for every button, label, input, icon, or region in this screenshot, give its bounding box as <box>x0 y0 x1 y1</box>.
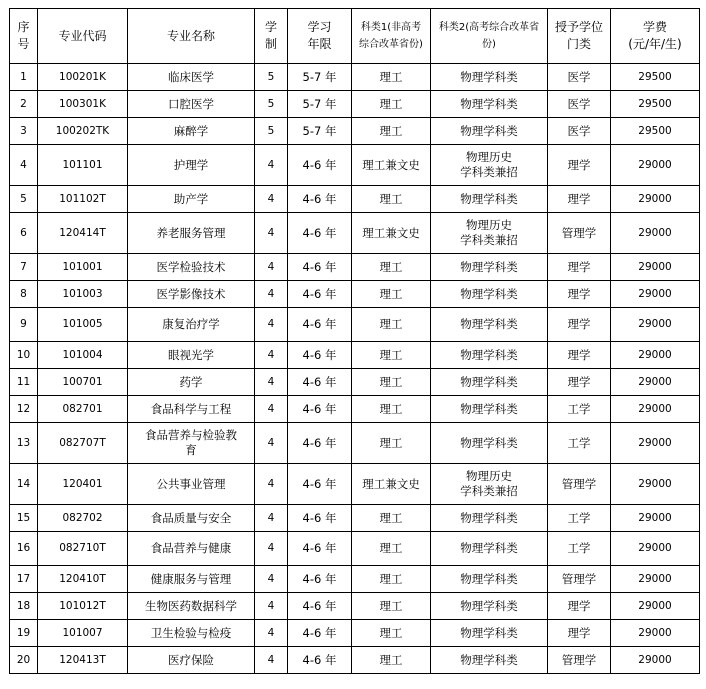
header-cell: 序 号 <box>10 9 38 64</box>
category-2: 物理历史 学科类兼招 <box>431 213 548 254</box>
duration: 4 <box>255 369 288 396</box>
tuition: 29000 <box>611 186 700 213</box>
category-1: 理工兼文史 <box>352 213 431 254</box>
category-1: 理工 <box>352 118 431 145</box>
major-code: 101012T <box>38 593 128 620</box>
duration: 4 <box>255 423 288 464</box>
tuition: 29000 <box>611 369 700 396</box>
category-1: 理工 <box>352 281 431 308</box>
major-name: 医学检验技术 <box>128 254 255 281</box>
header-cell: 学 制 <box>255 9 288 64</box>
row-number: 10 <box>10 342 38 369</box>
row-number: 7 <box>10 254 38 281</box>
header-cell: 学费 (元/年/生) <box>611 9 700 64</box>
major-code: 101001 <box>38 254 128 281</box>
category-1: 理工 <box>352 369 431 396</box>
major-name: 公共事业管理 <box>128 464 255 505</box>
table-row <box>10 118 700 145</box>
duration: 5 <box>255 91 288 118</box>
major-code: 082702 <box>38 505 128 532</box>
degree-type: 医学 <box>548 64 611 91</box>
tuition: 29500 <box>611 64 700 91</box>
table-row <box>10 505 700 532</box>
table-row <box>10 396 700 423</box>
duration: 4 <box>255 254 288 281</box>
category-1: 理工 <box>352 532 431 566</box>
major-name: 养老服务管理 <box>128 213 255 254</box>
header-cell: 科类1(非高考 综合改革省份) <box>352 9 431 64</box>
category-1: 理工 <box>352 91 431 118</box>
degree-type: 理学 <box>548 593 611 620</box>
major-code: 101007 <box>38 620 128 647</box>
table-row <box>10 342 700 369</box>
table-row <box>10 254 700 281</box>
tuition: 29000 <box>611 593 700 620</box>
category-1: 理工 <box>352 647 431 674</box>
tuition: 29000 <box>611 566 700 593</box>
study-years: 4-6 年 <box>288 186 352 213</box>
major-name: 口腔医学 <box>128 91 255 118</box>
degree-type: 工学 <box>548 423 611 464</box>
row-number: 3 <box>10 118 38 145</box>
tuition: 29500 <box>611 118 700 145</box>
major-name: 助产学 <box>128 186 255 213</box>
category-2: 物理学科类 <box>431 620 548 647</box>
degree-type: 理学 <box>548 281 611 308</box>
category-1: 理工 <box>352 64 431 91</box>
category-2: 物理学科类 <box>431 396 548 423</box>
category-2: 物理学科类 <box>431 532 548 566</box>
tuition: 29000 <box>611 647 700 674</box>
major-name: 食品营养与健康 <box>128 532 255 566</box>
major-code: 082701 <box>38 396 128 423</box>
major-code: 082707T <box>38 423 128 464</box>
category-2: 物理学科类 <box>431 254 548 281</box>
degree-type: 理学 <box>548 186 611 213</box>
degree-type: 理学 <box>548 308 611 342</box>
study-years: 4-6 年 <box>288 396 352 423</box>
row-number: 8 <box>10 281 38 308</box>
major-code: 101005 <box>38 308 128 342</box>
row-number: 14 <box>10 464 38 505</box>
major-name: 临床医学 <box>128 64 255 91</box>
study-years: 4-6 年 <box>288 308 352 342</box>
header-cell: 专业代码 <box>38 9 128 64</box>
duration: 4 <box>255 396 288 423</box>
category-2: 物理学科类 <box>431 186 548 213</box>
table-row <box>10 281 700 308</box>
header-row <box>10 9 700 64</box>
row-number: 12 <box>10 396 38 423</box>
duration: 4 <box>255 308 288 342</box>
study-years: 5-7 年 <box>288 91 352 118</box>
degree-type: 医学 <box>548 91 611 118</box>
tuition: 29000 <box>611 396 700 423</box>
row-number: 13 <box>10 423 38 464</box>
major-code: 120414T <box>38 213 128 254</box>
degree-type: 理学 <box>548 369 611 396</box>
table-row <box>10 532 700 566</box>
category-2: 物理学科类 <box>431 308 548 342</box>
major-name: 卫生检验与检疫 <box>128 620 255 647</box>
major-code: 120410T <box>38 566 128 593</box>
table-body <box>10 64 700 674</box>
duration: 4 <box>255 505 288 532</box>
category-2: 物理学科类 <box>431 342 548 369</box>
category-2: 物理学科类 <box>431 281 548 308</box>
row-number: 20 <box>10 647 38 674</box>
table-row <box>10 64 700 91</box>
duration: 4 <box>255 647 288 674</box>
degree-type: 医学 <box>548 118 611 145</box>
row-number: 6 <box>10 213 38 254</box>
header-cell: 科类2(高考综合改革省 份) <box>431 9 548 64</box>
major-name: 眼视光学 <box>128 342 255 369</box>
table-row <box>10 566 700 593</box>
duration: 4 <box>255 145 288 186</box>
major-code: 101003 <box>38 281 128 308</box>
major-code: 120401 <box>38 464 128 505</box>
major-name: 康复治疗学 <box>128 308 255 342</box>
major-name: 药学 <box>128 369 255 396</box>
study-years: 4-6 年 <box>288 213 352 254</box>
category-1: 理工 <box>352 620 431 647</box>
tuition: 29000 <box>611 145 700 186</box>
duration: 4 <box>255 186 288 213</box>
category-1: 理工 <box>352 423 431 464</box>
major-name: 生物医药数据科学 <box>128 593 255 620</box>
row-number: 19 <box>10 620 38 647</box>
row-number: 11 <box>10 369 38 396</box>
study-years: 4-6 年 <box>288 342 352 369</box>
row-number: 2 <box>10 91 38 118</box>
table-row <box>10 213 700 254</box>
major-name: 医疗保险 <box>128 647 255 674</box>
major-name: 医学影像技术 <box>128 281 255 308</box>
degree-type: 管理学 <box>548 464 611 505</box>
major-name: 麻醉学 <box>128 118 255 145</box>
study-years: 4-6 年 <box>288 145 352 186</box>
major-code: 100301K <box>38 91 128 118</box>
tuition: 29000 <box>611 620 700 647</box>
degree-type: 理学 <box>548 145 611 186</box>
table-row <box>10 423 700 464</box>
header-cell: 授予学位 门类 <box>548 9 611 64</box>
study-years: 4-6 年 <box>288 254 352 281</box>
duration: 4 <box>255 281 288 308</box>
study-years: 4-6 年 <box>288 505 352 532</box>
table-row <box>10 308 700 342</box>
major-name: 健康服务与管理 <box>128 566 255 593</box>
major-code: 100201K <box>38 64 128 91</box>
row-number: 16 <box>10 532 38 566</box>
major-code: 101004 <box>38 342 128 369</box>
header-cell: 学习 年限 <box>288 9 352 64</box>
table-row <box>10 647 700 674</box>
table-row <box>10 145 700 186</box>
duration: 5 <box>255 118 288 145</box>
table-row <box>10 369 700 396</box>
category-1: 理工兼文史 <box>352 464 431 505</box>
majors-table <box>9 8 700 674</box>
duration: 4 <box>255 593 288 620</box>
tuition: 29000 <box>611 464 700 505</box>
category-2: 物理学科类 <box>431 64 548 91</box>
study-years: 5-7 年 <box>288 64 352 91</box>
category-2: 物理学科类 <box>431 91 548 118</box>
major-name: 食品科学与工程 <box>128 396 255 423</box>
major-name: 食品营养与检验教 育 <box>128 423 255 464</box>
tuition: 29000 <box>611 254 700 281</box>
duration: 5 <box>255 64 288 91</box>
tuition: 29000 <box>611 281 700 308</box>
duration: 4 <box>255 566 288 593</box>
category-2: 物理学科类 <box>431 369 548 396</box>
tuition: 29000 <box>611 342 700 369</box>
category-1: 理工 <box>352 505 431 532</box>
category-2: 物理学科类 <box>431 566 548 593</box>
category-1: 理工兼文史 <box>352 145 431 186</box>
duration: 4 <box>255 342 288 369</box>
tuition: 29000 <box>611 532 700 566</box>
category-1: 理工 <box>352 593 431 620</box>
tuition: 29000 <box>611 423 700 464</box>
table-row <box>10 464 700 505</box>
header-cell: 专业名称 <box>128 9 255 64</box>
table-row <box>10 593 700 620</box>
major-code: 082710T <box>38 532 128 566</box>
study-years: 4-6 年 <box>288 423 352 464</box>
study-years: 4-6 年 <box>288 620 352 647</box>
major-code: 101101 <box>38 145 128 186</box>
category-2: 物理历史 学科类兼招 <box>431 145 548 186</box>
study-years: 4-6 年 <box>288 281 352 308</box>
tuition: 29500 <box>611 91 700 118</box>
category-1: 理工 <box>352 566 431 593</box>
category-1: 理工 <box>352 254 431 281</box>
category-1: 理工 <box>352 308 431 342</box>
category-2: 物理学科类 <box>431 423 548 464</box>
category-2: 物理学科类 <box>431 118 548 145</box>
degree-type: 管理学 <box>548 213 611 254</box>
study-years: 5-7 年 <box>288 118 352 145</box>
study-years: 4-6 年 <box>288 532 352 566</box>
major-code: 120413T <box>38 647 128 674</box>
degree-type: 工学 <box>548 532 611 566</box>
row-number: 1 <box>10 64 38 91</box>
degree-type: 理学 <box>548 342 611 369</box>
row-number: 4 <box>10 145 38 186</box>
tuition: 29000 <box>611 213 700 254</box>
major-name: 食品质量与安全 <box>128 505 255 532</box>
tuition: 29000 <box>611 505 700 532</box>
degree-type: 工学 <box>548 505 611 532</box>
category-2: 物理学科类 <box>431 647 548 674</box>
row-number: 5 <box>10 186 38 213</box>
table-row <box>10 186 700 213</box>
study-years: 4-6 年 <box>288 566 352 593</box>
duration: 4 <box>255 213 288 254</box>
table-row <box>10 91 700 118</box>
duration: 4 <box>255 532 288 566</box>
major-code: 100701 <box>38 369 128 396</box>
study-years: 4-6 年 <box>288 464 352 505</box>
row-number: 17 <box>10 566 38 593</box>
category-2: 物理学科类 <box>431 505 548 532</box>
major-code: 100202TK <box>38 118 128 145</box>
degree-type: 工学 <box>548 396 611 423</box>
category-1: 理工 <box>352 396 431 423</box>
tuition: 29000 <box>611 308 700 342</box>
degree-type: 理学 <box>548 254 611 281</box>
row-number: 18 <box>10 593 38 620</box>
degree-type: 管理学 <box>548 647 611 674</box>
degree-type: 理学 <box>548 620 611 647</box>
row-number: 15 <box>10 505 38 532</box>
category-2: 物理历史 学科类兼招 <box>431 464 548 505</box>
major-code: 101102T <box>38 186 128 213</box>
category-1: 理工 <box>352 342 431 369</box>
duration: 4 <box>255 464 288 505</box>
duration: 4 <box>255 620 288 647</box>
study-years: 4-6 年 <box>288 369 352 396</box>
study-years: 4-6 年 <box>288 593 352 620</box>
degree-type: 管理学 <box>548 566 611 593</box>
table-row <box>10 620 700 647</box>
study-years: 4-6 年 <box>288 647 352 674</box>
major-name: 护理学 <box>128 145 255 186</box>
row-number: 9 <box>10 308 38 342</box>
category-1: 理工 <box>352 186 431 213</box>
category-2: 物理学科类 <box>431 593 548 620</box>
